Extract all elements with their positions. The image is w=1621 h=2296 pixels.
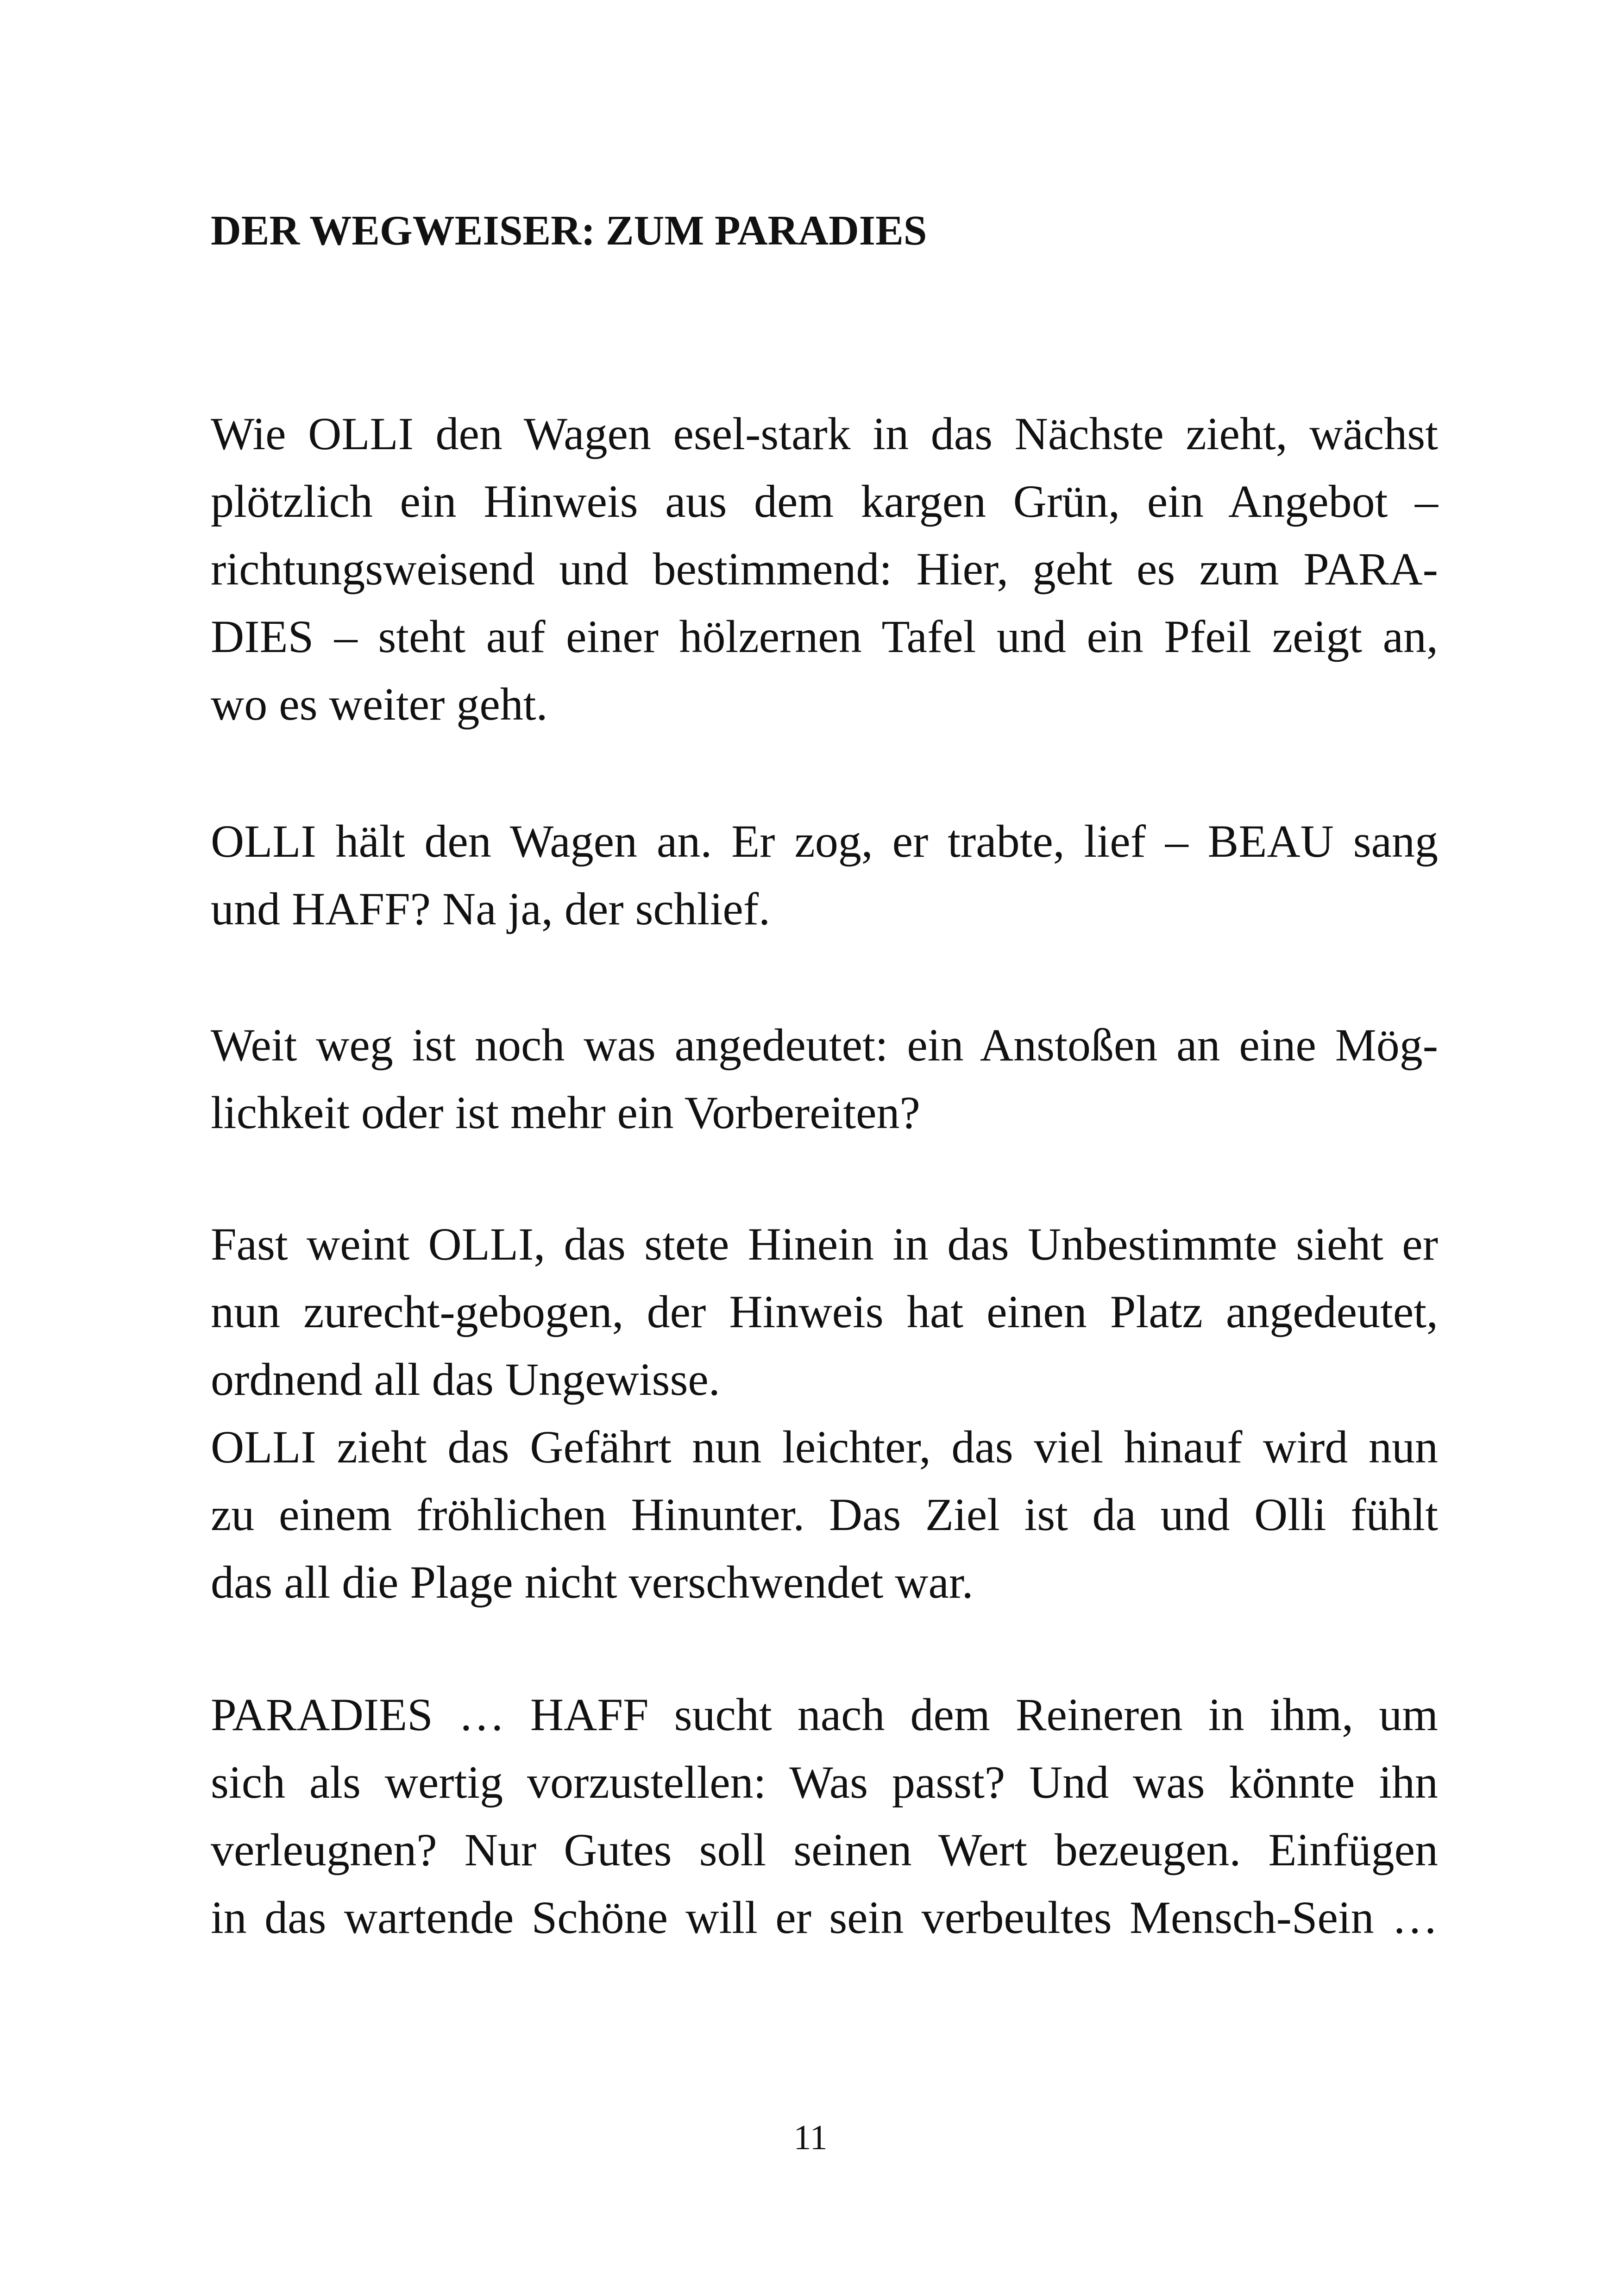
text-line: in das wartende Schöne will er sein verbeultes Mensch-Sein … (211, 1892, 1438, 1943)
paragraph-2 (211, 808, 1438, 943)
paragraph-1 (211, 400, 1438, 738)
text-line: OLLI zieht das Gefährt nun leichter, das viel hinauf wird nun (211, 1421, 1438, 1473)
text-line: lichkeit oder ist mehr ein Vorbereiten? (211, 1087, 920, 1138)
paragraph-3 (211, 1011, 1438, 1147)
text-line: verleugnen? Nur Gutes soll seinen Wert bezeugen. Einfügen (211, 1824, 1438, 1876)
text-line: und HAFF? Na ja, der schlief. (211, 883, 771, 935)
text-line: zu einem fröhlichen Hinunter. Das Ziel ist da und Olli fühlt (211, 1489, 1438, 1540)
text-line: ordnend all das Ungewisse. (211, 1354, 720, 1405)
text-line: Fast weint OLLI, das stete Hinein in das Unbestimmte sieht er (211, 1218, 1438, 1270)
text-line: wo es weiter geht. (211, 678, 548, 730)
text-line: sich als wertig vorzustellen: Was passt? Und was könnte ihn (211, 1757, 1438, 1808)
chapter-heading: DER WEGWEISER: ZUM PARADIES (211, 207, 927, 254)
paragraph-5 (211, 1681, 1438, 1951)
text-line: Weit weg ist noch was angedeutet: ein Anstoßen an eine Mög- (211, 1019, 1438, 1071)
text-line: nun zurecht-gebogen, der Hinweis hat einen Platz angedeutet, (211, 1286, 1438, 1337)
text-line: DIES – steht auf einer hölzernen Tafel und ein Pfeil zeigt an, (211, 611, 1438, 662)
text-line: das all die Plage nicht verschwendet war. (211, 1556, 974, 1608)
text-line: PARADIES … HAFF sucht nach dem Reineren in ihm, um (211, 1689, 1438, 1740)
text-line: OLLI hält den Wagen an. Er zog, er trabte, lief – BEAU sang (211, 816, 1438, 867)
page-number: 11 (793, 2118, 828, 2157)
text-line: plötzlich ein Hinweis aus dem kargen Grün, ein Angebot – (211, 476, 1438, 527)
text-line: richtungsweisend und bestimmend: Hier, geht es zum PARA- (211, 543, 1438, 595)
text-line: Wie OLLI den Wagen esel-stark in das Nächste zieht, wächst (211, 408, 1438, 459)
paragraph-4 (211, 1211, 1438, 1616)
